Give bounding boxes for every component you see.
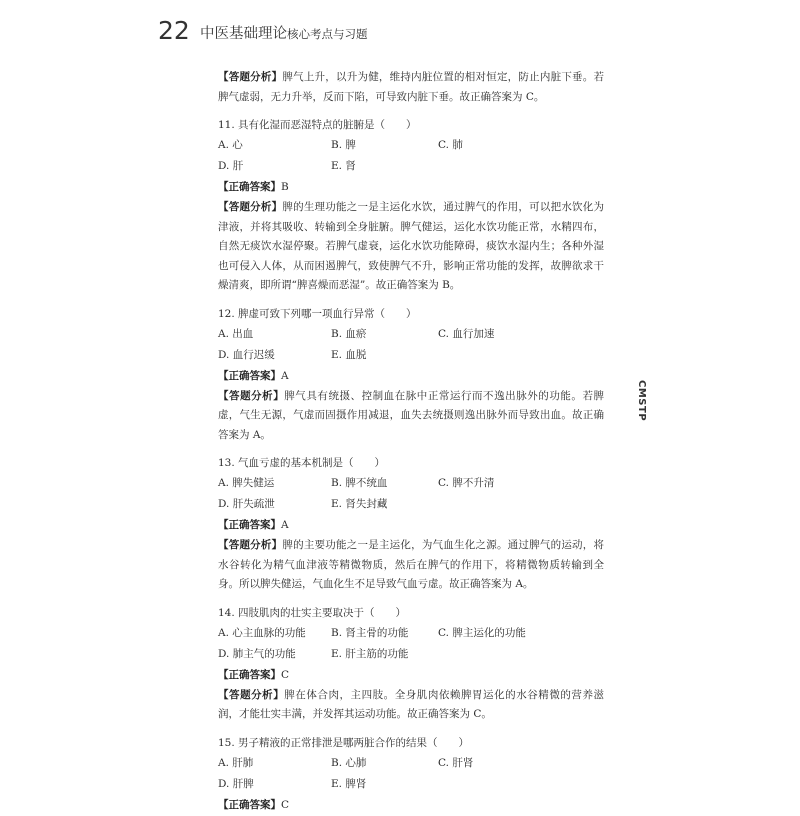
book-subtitle: 核心考点与习题: [287, 27, 368, 41]
question-stem: 14. 四肢肌肉的壮实主要取决于（ ）: [218, 606, 407, 619]
option-item: B. 肾主骨的功能: [331, 626, 409, 639]
option-list: [218, 324, 604, 366]
prev-analysis: [218, 68, 604, 107]
option-item: B. 脾: [331, 139, 356, 151]
option-item: E. 脾肾: [331, 777, 367, 790]
option-item: D. 肝: [218, 160, 244, 172]
answer-value: A: [281, 519, 289, 531]
question-stem: 15. 男子精液的正常排泄是哪两脏合作的结果（ ）: [218, 736, 470, 749]
option-list: [218, 753, 604, 795]
analysis-tag: 【答题分析】: [218, 389, 285, 402]
analysis-tag: 【答题分析】: [218, 539, 283, 551]
option-item: C. 血行加速: [438, 327, 495, 340]
correct-answer: [218, 177, 604, 198]
option-item: E. 血脱: [331, 348, 367, 361]
analysis-text: 脾的主要功能之一是主运化，为气血生化之源。通过脾气的运动，将水谷转化为精气血津液等精微物质，然后在脾气的作用下，将精微物质转输到全身。所以脾失健运，气血化生不足导致气血亏虚。故正确答案为 A。: [218, 539, 605, 590]
analysis-text: 脾气上升，以升为健，维持内脏位置的相对恒定，防止内脏下垂。若脾气虚弱，无力升举，反而下陷，可导致内脏下垂。故正确答案为 C。: [218, 71, 605, 103]
option-item: B. 心肺: [331, 756, 367, 769]
book-title: [200, 22, 368, 43]
analysis-tag: 【答题分析】: [218, 201, 283, 213]
option-item: D. 肺主气的功能: [218, 647, 296, 660]
option-item: D. 肝脾: [218, 777, 254, 790]
page-content: [218, 68, 604, 816]
analysis-tag: 【答题分析】: [218, 688, 285, 701]
answer-analysis: [218, 387, 604, 446]
question-stem: 11. 具有化湿而恶湿特点的脏腑是（ ）: [218, 119, 417, 131]
correct-answer: [218, 665, 604, 686]
option-item: A. 心主血脉的功能: [218, 626, 306, 639]
answer-value: C: [281, 798, 290, 811]
option-item: A. 脾失健运: [218, 477, 275, 489]
question-stem: 13. 气血亏虚的基本机制是（ ）: [218, 457, 386, 469]
answer-tag: 【正确答案】: [218, 519, 281, 531]
option-item: C. 肝肾: [438, 756, 474, 769]
option-item: D. 肝失疏泄: [218, 498, 275, 510]
option-list: [218, 135, 604, 177]
option-item: C. 脾不升清: [438, 477, 495, 489]
answer-analysis: [218, 198, 604, 296]
option-item: B. 血瘀: [331, 327, 367, 340]
question-block: [218, 454, 604, 595]
question-block: [218, 734, 604, 816]
option-item: D. 血行迟缓: [218, 348, 275, 361]
answer-tag: 【正确答案】: [218, 668, 281, 681]
option-item: A. 肝肺: [218, 756, 254, 769]
question-block: [218, 604, 604, 725]
page-header: [0, 0, 800, 60]
option-item: A. 心: [218, 139, 243, 151]
analysis-text: 脾气具有统摄、控制血在脉中正常运行而不逸出脉外的功能。若脾虚，气生无源，气虚而固摄作用减退，血失去统摄则逸出脉外而导致出血。故正确答案为 A。: [218, 389, 604, 441]
question-block: [218, 116, 604, 296]
correct-answer: [218, 795, 604, 816]
book-title-main: 中医基础理论: [200, 26, 287, 42]
answer-tag: 【正确答案】: [218, 369, 281, 382]
option-item: E. 肾失封藏: [331, 498, 388, 510]
answer-tag: 【正确答案】: [218, 181, 281, 193]
answer-value: C: [281, 668, 290, 681]
answer-tag: 【正确答案】: [218, 798, 281, 811]
question-block: [218, 305, 604, 446]
option-item: E. 肝主筋的功能: [331, 647, 409, 660]
option-item: C. 肺: [438, 139, 463, 151]
option-item: C. 脾主运化的功能: [438, 626, 526, 639]
option-item: A. 出血: [218, 327, 254, 340]
analysis-text: 脾的生理功能之一是主运化水饮，通过脾气的作用，可以把水饮化为津液，并将其吸收、转输到全身脏腑。脾气健运，运化水饮功能正常，水精四布，自然无痰饮水湿停聚。若脾气虚衰，运化水饮功能障碍，痰饮水湿内生；各种外湿也可侵入人体，从而困遏脾气，致使脾气不升，影响正常功能的发挥，故脾欲求干燥清爽，即所谓“脾喜燥而恶湿”。故正确答案为 B。: [218, 201, 605, 291]
side-publisher-mark: CMSTP: [636, 380, 647, 422]
correct-answer: [218, 515, 604, 536]
answer-value: B: [281, 181, 289, 193]
page-number: 22: [158, 16, 190, 45]
correct-answer: [218, 366, 604, 387]
answer-analysis: [218, 536, 604, 595]
option-item: E. 肾: [331, 160, 356, 172]
question-list: [218, 116, 604, 816]
option-list: [218, 623, 604, 665]
analysis-tag: 【答题分析】: [218, 71, 283, 83]
option-item: B. 脾不统血: [331, 477, 388, 489]
question-stem: 12. 脾虚可致下列哪一项血行异常（ ）: [218, 307, 417, 320]
answer-analysis: [218, 686, 604, 725]
option-list: [218, 473, 604, 515]
analysis-text: 脾在体合肉，主四肢。全身肌肉依赖脾胃运化的水谷精微的营养滋润，才能壮实丰满，并发挥其运动功能。故正确答案为 C。: [218, 688, 604, 720]
answer-value: A: [281, 369, 289, 382]
